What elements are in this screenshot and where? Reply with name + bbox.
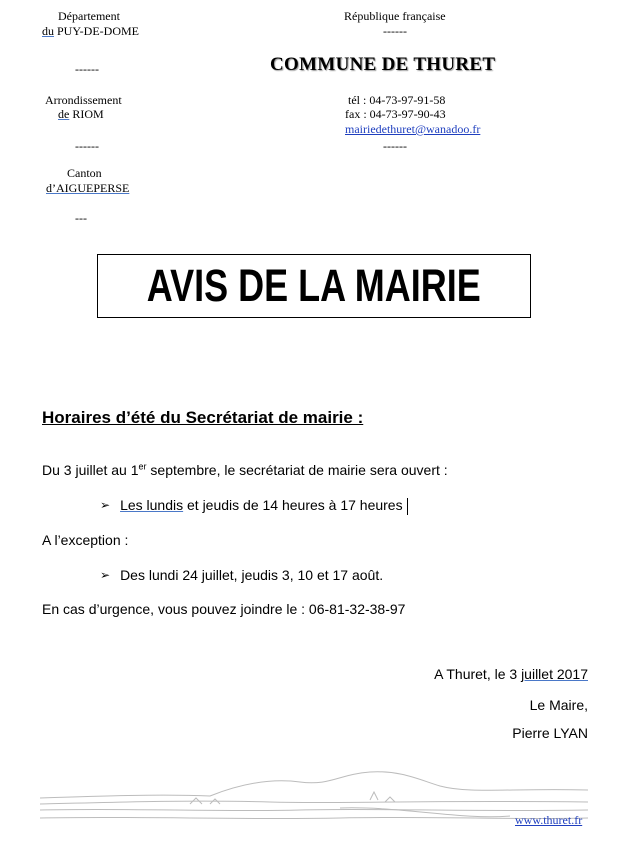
date-underlined: juillet 2017: [521, 666, 588, 682]
signature-date: [434, 666, 588, 682]
horizon-line: [40, 801, 588, 804]
road-line: [40, 817, 588, 818]
hill-outline: [40, 772, 588, 798]
arrondissement-prefix: de: [58, 107, 70, 121]
departement-name: PUY-DE-DOME: [57, 24, 139, 38]
signature-name: Pierre LYAN: [512, 725, 588, 741]
urgence-line: En cas d’urgence, vous pouvez joindre le : 06-81-32-38-97: [42, 601, 406, 617]
signature-role: Le Maire,: [529, 697, 588, 713]
fax-number: fax : 04-73-97-90-43: [345, 107, 446, 121]
republique-label: République française: [344, 9, 446, 23]
intro-paragraph: [42, 462, 448, 478]
arrow-bullet-icon: ➢: [100, 498, 111, 512]
village-landscape-illustration: [40, 760, 588, 832]
arrow-bullet-icon: ➢: [100, 568, 111, 582]
list-item-text: et jeudis de 14 heures à 17 heures: [183, 497, 403, 513]
list-item-text: Des lundi 24 juillet, jeudis 3, 10 et 17 août.: [120, 567, 384, 583]
website-link-text[interactable]: www.thuret.fr: [515, 813, 583, 827]
exception-label: A l’exception :: [42, 532, 129, 548]
list-item: [100, 497, 408, 515]
intro-text-rest: septembre, le secrétariat de mairie sera ouvert :: [146, 462, 448, 478]
arrondissement-value: [58, 107, 104, 121]
departement-value: [42, 24, 139, 38]
phone-number: tél : 04-73-97-91-58: [348, 93, 446, 107]
separator: ------: [383, 139, 407, 153]
arrondissement-label: Arrondissement: [45, 93, 122, 107]
website-link[interactable]: [515, 813, 582, 828]
email-link[interactable]: mairiedethuret@wanadoo.fr: [345, 122, 481, 136]
canton-label: Canton: [67, 166, 102, 180]
arrondissement-name: RIOM: [72, 107, 104, 121]
departement-label: Département: [58, 9, 120, 23]
list-item: [100, 567, 383, 584]
section-heading: Horaires d’été du Secrétariat de mairie :: [42, 408, 364, 427]
date-text: A Thuret, le 3: [434, 666, 522, 682]
separator: ------: [383, 24, 407, 38]
separator: ------: [75, 62, 99, 76]
separator: ------: [75, 139, 99, 153]
commune-title: COMMUNE DE THURET: [270, 54, 496, 75]
text-cursor: [407, 498, 408, 515]
intro-text: Du 3 juillet au 1: [42, 462, 139, 478]
separator: ---: [75, 211, 87, 225]
avis-title: AVIS DE LA MAIRIE: [146, 260, 482, 311]
canton-value: d’AIGUEPERSE: [46, 181, 130, 195]
avis-title-box: [97, 254, 531, 318]
list-item-underlined: Les lundis: [120, 497, 184, 513]
ordinal-suffix: er: [138, 461, 147, 472]
departement-prefix: du: [42, 24, 54, 38]
field-line: [40, 809, 588, 810]
